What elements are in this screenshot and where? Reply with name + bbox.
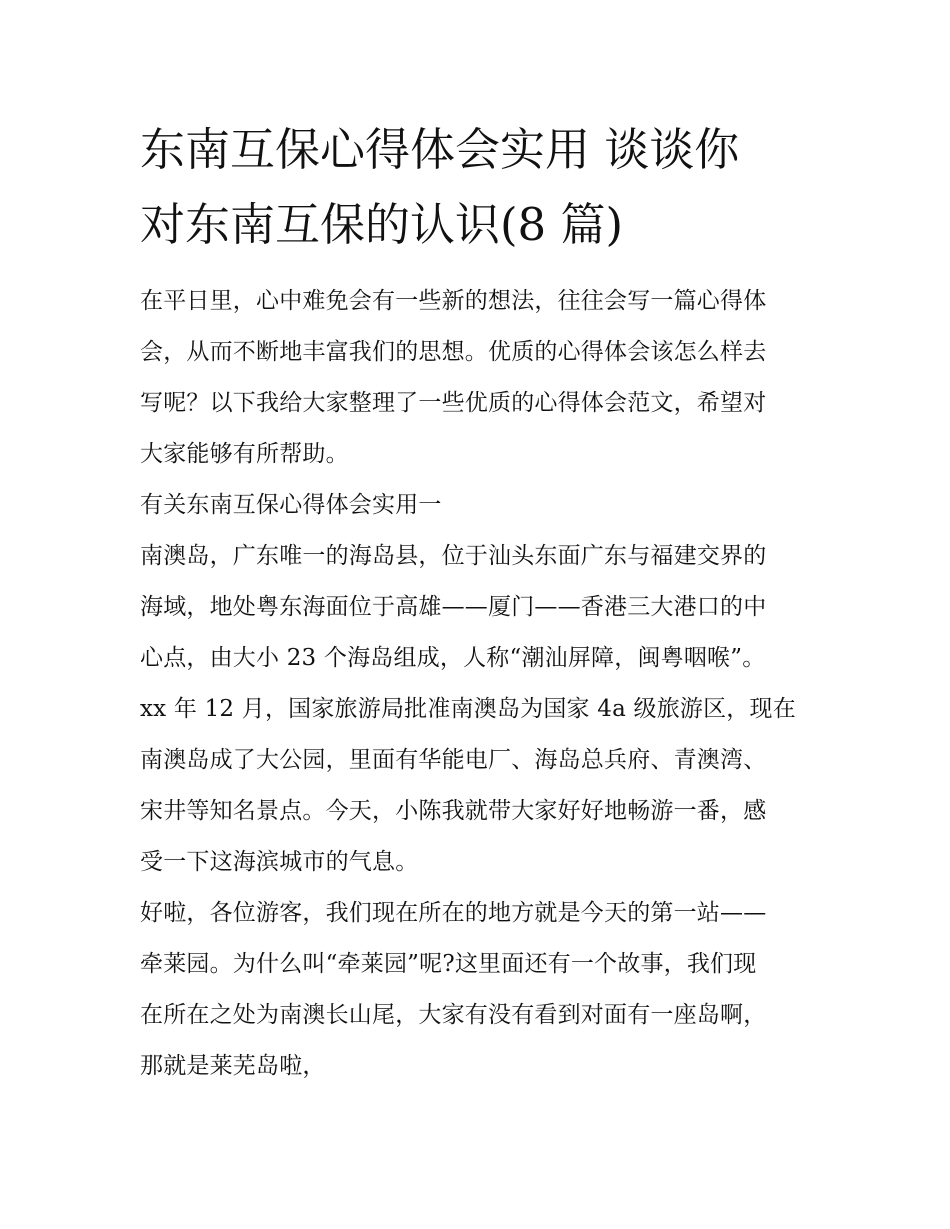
body-line: 宋井等知名景点。今天，小陈我就带大家好好地畅游一番，感 [140,798,767,824]
body-line: 心点，由大小 23 个海岛组成，人称“潮汕屏障，闽粤咽喉”。 [140,645,766,671]
body-line: 牵莱园。为什么叫“牵莱园”呢?这里面还有一个故事，我们现 [140,951,757,977]
body-line: 好啦，各位游客，我们现在所在的地方就是今天的第一站—— [140,900,767,926]
body-line: 在所在之处为南澳长山尾，大家有没有看到对面有一座岛啊， [140,1002,767,1028]
document-body [140,276,830,1092]
body-line: 在平日里，心中难免会有一些新的想法，往往会写一篇心得体 [140,288,767,314]
title-line-2: 对东南互保的认识(8 篇) [140,198,624,251]
body-line: 受一下这海滨城市的气息。 [140,849,419,875]
body-line: 写呢？以下我给大家整理了一些优质的心得体会范文，希望对 [140,390,767,416]
body-line: 南澳岛，广东唯一的海岛县，位于汕头东面广东与福建交界的 [140,543,767,569]
section-heading: 有关东南互保心得体会实用一 [140,492,442,518]
body-line: 会，从而不断地丰富我们的思想。优质的心得体会该怎么样去 [140,339,767,365]
title-line-1: 东南互保心得体会实用 谈谈你 [140,123,740,176]
body-line: 南澳岛成了大公园，里面有华能电厂、海岛总兵府、青澳湾、 [140,747,767,773]
body-line: 那就是莱芜岛啦， [140,1053,326,1079]
document-title [140,112,840,262]
body-line: xx 年 12 月，国家旅游局批准南澳岛为国家 4a 级旅游区，现在 [140,696,796,722]
body-line: 海域，地处粤东海面位于高雄——厦门——香港三大港口的中 [140,594,767,620]
body-line: 大家能够有所帮助。 [140,441,349,467]
